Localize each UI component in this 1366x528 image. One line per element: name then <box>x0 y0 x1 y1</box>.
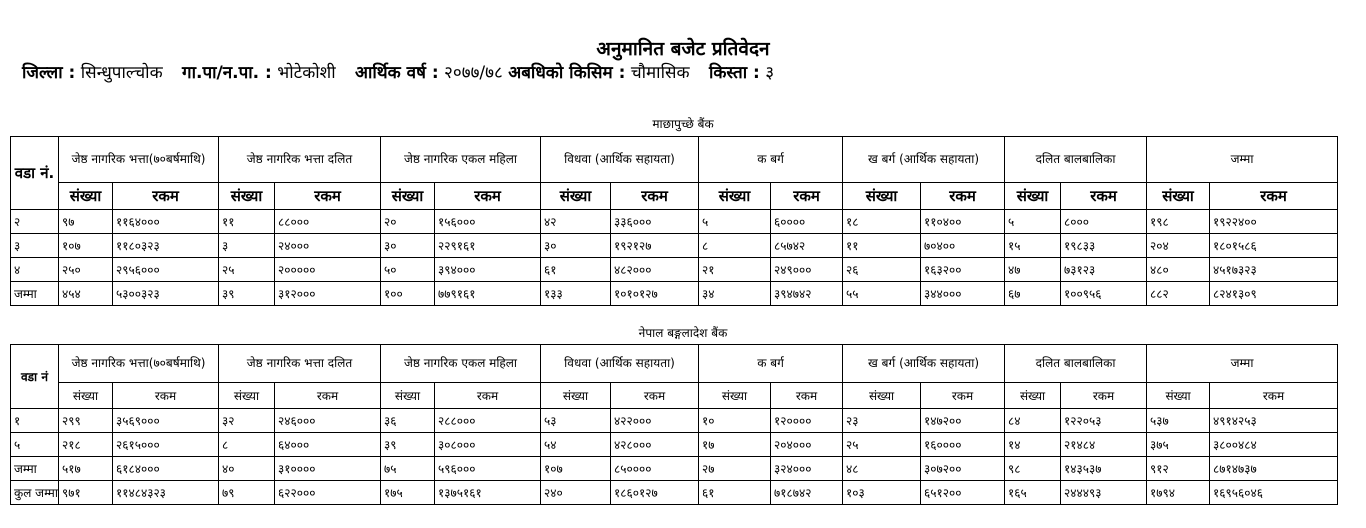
amount-cell: २८८००० <box>435 409 541 433</box>
budget-table-machhapuchchhre <box>10 136 1338 306</box>
count-cell: १३३ <box>541 282 611 306</box>
amount-header: रकम <box>1210 383 1338 409</box>
amount-cell: ११४८४३२३ <box>113 481 219 505</box>
count-header: संख्या <box>381 383 435 409</box>
count-cell: १७५ <box>381 481 435 505</box>
count-header: संख्या <box>381 183 435 210</box>
amount-header: रकम <box>771 383 843 409</box>
count-cell: ४२ <box>541 210 611 234</box>
count-cell: ४८० <box>1147 258 1210 282</box>
table-row <box>11 258 1338 282</box>
amount-cell: २४९००० <box>771 258 843 282</box>
amount-cell: २०४००० <box>771 433 843 457</box>
count-header: संख्या <box>219 383 275 409</box>
count-cell: ५० <box>381 258 435 282</box>
amount-cell: ३१०००० <box>275 457 381 481</box>
amount-cell: ८५७४२ <box>771 234 843 258</box>
count-cell: ११ <box>843 234 921 258</box>
count-cell: ५३ <box>541 409 611 433</box>
count-cell: ९८ <box>1005 457 1061 481</box>
amount-cell: २१४८४ <box>1061 433 1147 457</box>
count-cell: ५ <box>1005 210 1061 234</box>
amount-header: रकम <box>771 183 843 210</box>
count-cell: ३६ <box>381 409 435 433</box>
amount-cell: ६५१२०० <box>921 481 1005 505</box>
count-cell: १७९४ <box>1147 481 1210 505</box>
group-header: जेष्ठ नागरिक भत्ता(७०बर्षमाथि) <box>59 345 219 383</box>
count-cell: २४० <box>541 481 611 505</box>
amount-cell: ७०४०० <box>921 234 1005 258</box>
count-cell: ५ <box>699 210 771 234</box>
count-cell: ३२ <box>219 409 275 433</box>
amount-cell: ३५६९००० <box>113 409 219 433</box>
count-header: संख्या <box>1005 383 1061 409</box>
ward-header: वडा नं. <box>11 137 59 210</box>
amount-cell: ६४००० <box>275 433 381 457</box>
amount-cell: १४७२०० <box>921 409 1005 433</box>
amount-cell: ४५१७३२३ <box>1210 258 1338 282</box>
count-cell: ६१ <box>699 481 771 505</box>
count-header: संख्या <box>843 183 921 210</box>
amount-cell: ३०८००० <box>435 433 541 457</box>
bank-name-machhapuchchhre: माछापुच्छे बैंक <box>652 117 714 131</box>
count-header: संख्या <box>699 183 771 210</box>
group-header: जेष्ठ नागरिक भत्ता दलित <box>219 345 381 383</box>
count-cell: ३४ <box>699 282 771 306</box>
count-cell: २५ <box>219 258 275 282</box>
count-cell: १०७ <box>59 234 113 258</box>
amount-header: रकम <box>435 383 541 409</box>
count-cell: ९७१ <box>59 481 113 505</box>
count-cell: ७५ <box>381 457 435 481</box>
amount-header: रकम <box>611 183 699 210</box>
amount-cell: ८७१४७३७ <box>1210 457 1338 481</box>
count-cell: १७ <box>699 433 771 457</box>
amount-cell: १६९५६०४६ <box>1210 481 1338 505</box>
amount-cell: २४६००० <box>275 409 381 433</box>
count-header: संख्या <box>59 183 113 210</box>
table-row <box>11 234 1338 258</box>
amount-header: रकम <box>921 183 1005 210</box>
count-cell: २५ <box>843 433 921 457</box>
group-header: क बर्ग <box>699 137 843 183</box>
count-cell: ४७ <box>1005 258 1061 282</box>
amount-cell: ११६४००० <box>113 210 219 234</box>
count-cell: १५ <box>1005 234 1061 258</box>
table-row <box>11 210 1338 234</box>
amount-cell: ३८००४८४ <box>1210 433 1338 457</box>
ward-cell: जम्मा <box>11 282 59 306</box>
amount-cell: ११०४०० <box>921 210 1005 234</box>
count-cell: ६७ <box>1005 282 1061 306</box>
count-cell: ८४ <box>1005 409 1061 433</box>
count-cell: २३ <box>843 409 921 433</box>
bank-name-nepal-bangladesh: नेपाल बङ्गलादेश बैंक <box>638 326 728 340</box>
amount-cell: ३९४००० <box>435 258 541 282</box>
amount-header: रकम <box>113 383 219 409</box>
count-header: संख्या <box>541 183 611 210</box>
count-cell: ११ <box>219 210 275 234</box>
budget-table-nepal-bangladesh <box>10 344 1338 505</box>
group-header: दलित बालबालिका <box>1005 345 1147 383</box>
amount-cell: १८०१५८६ <box>1210 234 1338 258</box>
ward-cell: १ <box>11 409 59 433</box>
count-cell: २१ <box>699 258 771 282</box>
amount-cell: ८००० <box>1061 210 1147 234</box>
amount-cell: ३३६००० <box>611 210 699 234</box>
amount-cell: ३२४००० <box>771 457 843 481</box>
amount-cell: २२९१६१ <box>435 234 541 258</box>
count-cell: २१८ <box>59 433 113 457</box>
amount-cell: ७३१२३ <box>1061 258 1147 282</box>
count-cell: २५० <box>59 258 113 282</box>
amount-header: रकम <box>611 383 699 409</box>
ward-cell: जम्मा <box>11 457 59 481</box>
count-cell: २७ <box>699 457 771 481</box>
amount-cell: १६०००० <box>921 433 1005 457</box>
group-header: ख बर्ग (आर्थिक सहायता) <box>843 137 1005 183</box>
count-cell: ८८२ <box>1147 282 1210 306</box>
amount-header: रकम <box>275 183 381 210</box>
fiscal-year-value: २०७७/७८ <box>444 63 503 83</box>
table-row <box>11 433 1338 457</box>
municipality-label: गा.पा/न.पा. : <box>182 63 272 83</box>
ward-header: वडा नं <box>11 345 59 409</box>
amount-header: रकम <box>1061 183 1147 210</box>
count-cell: १४ <box>1005 433 1061 457</box>
count-cell: ४८ <box>843 457 921 481</box>
count-cell: ५४ <box>541 433 611 457</box>
report-meta <box>22 62 774 84</box>
count-cell: ९१२ <box>1147 457 1210 481</box>
amount-cell: १९२२४०० <box>1210 210 1338 234</box>
count-cell: ४५४ <box>59 282 113 306</box>
group-header: जेष्ठ नागरिक भत्ता(७०बर्षमाथि) <box>59 137 219 183</box>
ward-cell: ४ <box>11 258 59 282</box>
amount-cell: २४४४९३ <box>1061 481 1147 505</box>
amount-header: रकम <box>113 183 219 210</box>
count-cell: ३० <box>381 234 435 258</box>
count-header: संख्या <box>699 383 771 409</box>
count-cell: ५१७ <box>59 457 113 481</box>
installment-value: ३ <box>765 63 775 83</box>
count-cell: १६५ <box>1005 481 1061 505</box>
count-cell: १०७ <box>541 457 611 481</box>
district-value: सिन्धुपाल्चोक <box>80 63 163 83</box>
amount-cell: २४००० <box>275 234 381 258</box>
amount-cell: ८२४१३०९ <box>1210 282 1338 306</box>
amount-cell: १४३५३७ <box>1061 457 1147 481</box>
amount-cell: ५३००३२३ <box>113 282 219 306</box>
amount-cell: १९८३३ <box>1061 234 1147 258</box>
count-cell: ८ <box>699 234 771 258</box>
count-cell: ३९ <box>381 433 435 457</box>
ward-cell: कुल जम्मा <box>11 481 59 505</box>
amount-cell: ४९१४२५३ <box>1210 409 1338 433</box>
amount-cell: ७१८७४२ <box>771 481 843 505</box>
amount-cell: १००९५६ <box>1061 282 1147 306</box>
table-row <box>11 481 1338 505</box>
amount-cell: ४२२००० <box>611 409 699 433</box>
group-header: क बर्ग <box>699 345 843 383</box>
group-header: जम्मा <box>1147 137 1338 183</box>
amount-cell: ३४४००० <box>921 282 1005 306</box>
amount-cell: ३९४७४२ <box>771 282 843 306</box>
amount-cell: २००००० <box>275 258 381 282</box>
installment-label: किस्ता : <box>708 63 760 83</box>
group-header: जम्मा <box>1147 345 1338 383</box>
count-header: संख्या <box>219 183 275 210</box>
amount-cell: २९५६००० <box>113 258 219 282</box>
group-header: विधवा (आर्थिक सहायता) <box>541 345 699 383</box>
table-row <box>11 409 1338 433</box>
amount-cell: ४८२००० <box>611 258 699 282</box>
period-type-label: अबधिको किसिम : <box>508 63 626 83</box>
count-cell: ८ <box>219 433 275 457</box>
amount-cell: ७७९१६१ <box>435 282 541 306</box>
count-header: संख्या <box>1005 183 1061 210</box>
group-header: जेष्ठ नागरिक भत्ता दलित <box>219 137 381 183</box>
amount-cell: १५६००० <box>435 210 541 234</box>
amount-cell: १६३२०० <box>921 258 1005 282</box>
count-header: संख्या <box>843 383 921 409</box>
period-type-value: चौमासिक <box>630 63 690 83</box>
count-cell: ३७५ <box>1147 433 1210 457</box>
amount-cell: १०१०१२७ <box>611 282 699 306</box>
amount-header: रकम <box>275 383 381 409</box>
count-cell: ७९ <box>219 481 275 505</box>
count-header: संख्या <box>541 383 611 409</box>
count-cell: ४० <box>219 457 275 481</box>
count-cell: ९७ <box>59 210 113 234</box>
count-header: संख्या <box>1147 183 1210 210</box>
group-header: जेष्ठ नागरिक एकल महिला <box>381 137 541 183</box>
count-cell: १९८ <box>1147 210 1210 234</box>
count-cell: ३९ <box>219 282 275 306</box>
amount-header: रकम <box>921 383 1005 409</box>
amount-cell: १८६०१२७ <box>611 481 699 505</box>
count-cell: २९९ <box>59 409 113 433</box>
count-cell: १०३ <box>843 481 921 505</box>
amount-header: रकम <box>1061 383 1147 409</box>
count-cell: १०० <box>381 282 435 306</box>
amount-cell: ४२८००० <box>611 433 699 457</box>
amount-cell: ६१८४००० <box>113 457 219 481</box>
ward-cell: ५ <box>11 433 59 457</box>
amount-cell: ८८००० <box>275 210 381 234</box>
count-cell: ३ <box>219 234 275 258</box>
amount-cell: १२०००० <box>771 409 843 433</box>
count-cell: १८ <box>843 210 921 234</box>
report-title: अनुमानित बजेट प्रतिवेदन <box>596 38 770 60</box>
amount-cell: ११८०३२३ <box>113 234 219 258</box>
count-cell: ३० <box>541 234 611 258</box>
count-header: संख्या <box>1147 383 1210 409</box>
ward-cell: २ <box>11 210 59 234</box>
amount-header: रकम <box>1210 183 1338 210</box>
amount-header: रकम <box>435 183 541 210</box>
count-cell: ६१ <box>541 258 611 282</box>
count-cell: ५३७ <box>1147 409 1210 433</box>
table-row <box>11 282 1338 306</box>
municipality-value: भोटेकोशी <box>277 63 336 83</box>
amount-cell: ६०००० <box>771 210 843 234</box>
count-cell: ५५ <box>843 282 921 306</box>
count-cell: २०४ <box>1147 234 1210 258</box>
count-cell: २६ <box>843 258 921 282</box>
amount-cell: १२२०५३ <box>1061 409 1147 433</box>
amount-cell: १३७५१६१ <box>435 481 541 505</box>
district-label: जिल्ला : <box>22 63 76 83</box>
group-header: ख बर्ग (आर्थिक सहायता) <box>843 345 1005 383</box>
count-header: संख्या <box>59 383 113 409</box>
amount-cell: १९२१२७ <box>611 234 699 258</box>
count-cell: १० <box>699 409 771 433</box>
amount-cell: ८५०००० <box>611 457 699 481</box>
group-header: जेष्ठ नागरिक एकल महिला <box>381 345 541 383</box>
amount-cell: ३०७२०० <box>921 457 1005 481</box>
amount-cell: ६२२००० <box>275 481 381 505</box>
amount-cell: ५९६००० <box>435 457 541 481</box>
count-cell: २० <box>381 210 435 234</box>
group-header: दलित बालबालिका <box>1005 137 1147 183</box>
fiscal-year-label: आर्थिक वर्ष : <box>355 63 439 83</box>
group-header: विधवा (आर्थिक सहायता) <box>541 137 699 183</box>
amount-cell: ३१२००० <box>275 282 381 306</box>
amount-cell: २६१५००० <box>113 433 219 457</box>
ward-cell: ३ <box>11 234 59 258</box>
table-row <box>11 457 1338 481</box>
